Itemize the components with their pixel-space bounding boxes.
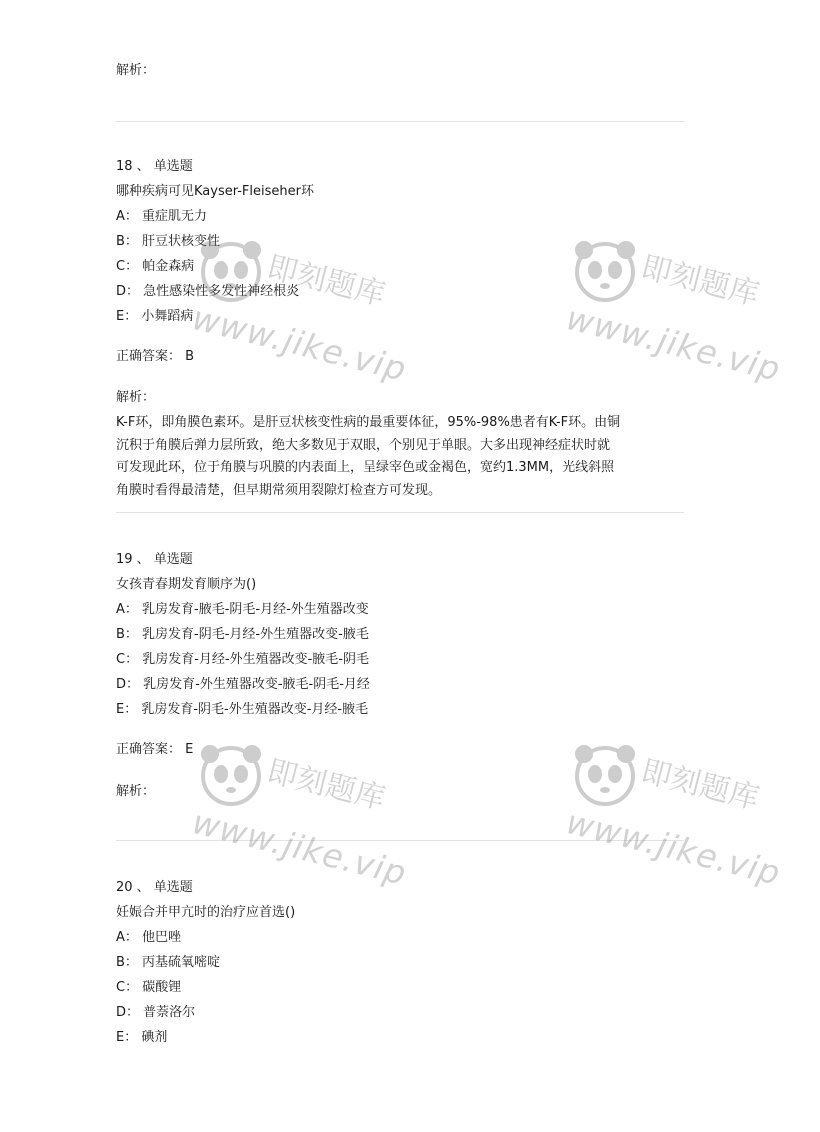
watermark: [188, 236, 446, 389]
correct-answer: 正确答案： E: [116, 742, 194, 757]
watermark-url: www.jike.vip: [562, 802, 785, 893]
watermark: [562, 236, 820, 389]
option-e: E： 碘剂: [116, 1030, 168, 1045]
watermark: [562, 740, 820, 893]
option-e: E： 乳房发育-阴毛-外生殖器改变-月经-腋毛: [116, 702, 369, 717]
option-a: A： 乳房发育-腋毛-阴毛-月经-外生殖器改变: [116, 602, 369, 617]
option-a: A： 他巴唑: [116, 930, 182, 945]
option-d: D： 乳房发育-外生殖器改变-腋毛-阴毛-月经: [116, 677, 370, 692]
option-d: D： 普萘洛尔: [116, 1005, 196, 1020]
correct-answer: 正确答案： B: [116, 349, 195, 364]
watermark: [188, 740, 446, 893]
watermark-brand: 即刻题库: [637, 753, 763, 817]
option-c: C： 帕金森病: [116, 259, 195, 274]
analysis-line: K-F环，即角膜色素环。是肝豆状核变性病的最重要体征，95%-98%患者有K-F环。由铜: [116, 415, 621, 430]
panda-logo-icon: [196, 740, 266, 810]
watermark-url: www.jike.vip: [562, 298, 785, 389]
panda-logo-icon: [570, 740, 640, 810]
analysis-label: 解析：: [116, 390, 156, 405]
option-e: E： 小舞蹈病: [116, 309, 194, 324]
option-d: D： 急性感染性多发性神经根炎: [116, 284, 300, 299]
question-header: 20 、 单选题: [116, 880, 193, 895]
watermark-url: www.jike.vip: [188, 802, 411, 893]
option-c: C： 乳房发育-月经-外生殖器改变-腋毛-阴毛: [116, 652, 369, 667]
watermark-url: www.jike.vip: [188, 298, 411, 389]
analysis-line: 沉积于角膜后弹力层所致，绝大多数见于双眼，个别见于单眼。大多出现神经症状时就: [116, 437, 611, 453]
option-b: B： 肝豆状核变性: [116, 234, 221, 249]
question-header: 18 、 单选题: [116, 159, 193, 174]
analysis-label: 解析：: [116, 784, 156, 799]
question-text: 女孩青春期发育顺序为(): [116, 577, 257, 592]
watermark-clip: [560, 0, 785, 1132]
question-text: 妊娠合并甲亢时的治疗应首选(): [116, 905, 296, 920]
watermark-brand: 即刻题库: [263, 753, 389, 817]
analysis-line: 可发现此环，位于角膜与巩膜的内表面上，呈绿宰色或金褐色，宽约1.3MM，光线斜照: [116, 460, 615, 475]
analysis-line: 角膜时看得最清楚，但早期常须用裂隙灯检查方可发现。: [116, 482, 442, 498]
option-b: B： 丙基硫氧嘧啶: [116, 955, 221, 970]
option-b: B： 乳房发育-阴毛-月经-外生殖器改变-腋毛: [116, 627, 369, 642]
option-c: C： 碳酸锂: [116, 980, 182, 995]
option-a: A： 重症肌无力: [116, 209, 208, 224]
question-header: 19 、 单选题: [116, 552, 193, 567]
question-text: 哪种疾病可见Kayser-Fleiseher环: [116, 184, 314, 199]
watermark-brand: 即刻题库: [637, 249, 763, 313]
panda-logo-icon: [570, 236, 640, 306]
q17-analysis-label: 解析：: [116, 63, 156, 78]
watermark-brand: 即刻题库: [263, 249, 389, 313]
